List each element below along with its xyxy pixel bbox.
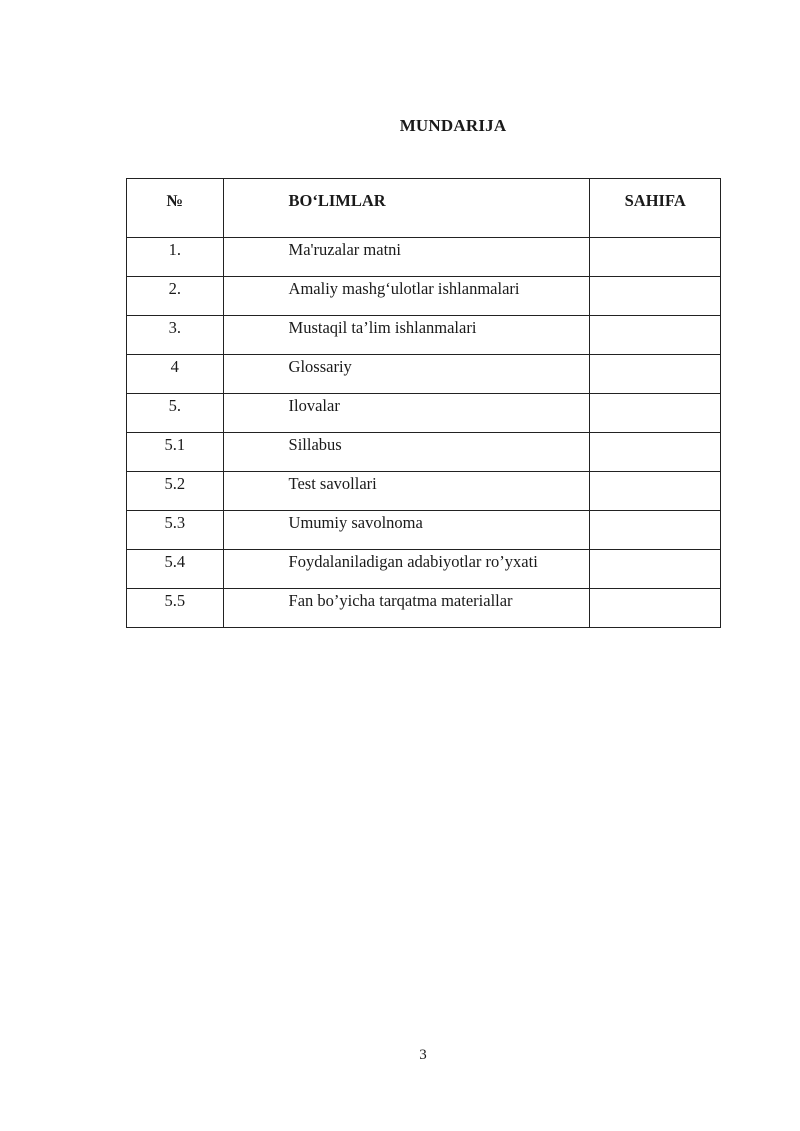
row-page bbox=[590, 277, 720, 279]
row-page-cell bbox=[590, 589, 721, 628]
row-section: Mustaqil ta’lim ishlanmalari bbox=[288, 318, 477, 337]
table-row bbox=[127, 589, 721, 628]
row-section: Foydalaniladigan adabiyotlar ro’yxati bbox=[288, 552, 538, 571]
row-page bbox=[590, 355, 720, 357]
table-row bbox=[127, 472, 721, 511]
table-header-row bbox=[127, 179, 721, 238]
row-section-cell bbox=[223, 316, 590, 355]
row-section-cell bbox=[223, 589, 590, 628]
row-section-cell bbox=[223, 238, 590, 277]
row-page bbox=[590, 316, 720, 318]
row-page bbox=[590, 433, 720, 435]
header-sections bbox=[223, 179, 590, 238]
row-page-cell bbox=[590, 433, 721, 472]
row-section: Umumiy savolnoma bbox=[288, 513, 423, 532]
table-row bbox=[127, 238, 721, 277]
row-number: 5.3 bbox=[164, 513, 186, 532]
row-section: Amaliy mashg‘ulotlar ishlanmalari bbox=[288, 279, 520, 298]
row-page bbox=[590, 550, 720, 552]
row-number: 1. bbox=[168, 240, 181, 259]
row-page bbox=[590, 511, 720, 513]
row-section-cell bbox=[223, 394, 590, 433]
row-page bbox=[590, 589, 720, 591]
row-number-cell bbox=[127, 550, 224, 589]
row-number-cell bbox=[127, 511, 224, 550]
contents-table bbox=[126, 178, 721, 628]
table-row bbox=[127, 355, 721, 394]
row-number-cell bbox=[127, 589, 224, 628]
row-number: 5.1 bbox=[164, 435, 186, 454]
header-page bbox=[590, 179, 721, 238]
table-row bbox=[127, 277, 721, 316]
row-page bbox=[590, 394, 720, 396]
row-page-cell bbox=[590, 550, 721, 589]
table-row bbox=[127, 433, 721, 472]
row-section: Test savollari bbox=[288, 474, 377, 493]
table-row bbox=[127, 394, 721, 433]
row-section: Sillabus bbox=[288, 435, 342, 454]
row-section-cell bbox=[223, 550, 590, 589]
row-number: 5.4 bbox=[164, 552, 186, 571]
row-page-cell bbox=[590, 277, 721, 316]
row-page-cell bbox=[590, 316, 721, 355]
row-number: 5. bbox=[168, 396, 181, 415]
row-section-cell bbox=[223, 472, 590, 511]
row-number-cell bbox=[127, 355, 224, 394]
table-row bbox=[127, 316, 721, 355]
row-number-cell bbox=[127, 394, 224, 433]
row-number: 2. bbox=[168, 279, 181, 298]
row-number: 4 bbox=[170, 357, 179, 376]
page-number: 3 bbox=[419, 1047, 427, 1063]
row-section: Glossariy bbox=[288, 357, 352, 376]
row-page-cell bbox=[590, 394, 721, 433]
table-row bbox=[127, 550, 721, 589]
row-number-cell bbox=[127, 433, 224, 472]
row-page-cell bbox=[590, 511, 721, 550]
row-number: 3. bbox=[168, 318, 181, 337]
row-section-cell bbox=[223, 355, 590, 394]
row-section: Ma'ruzalar matni bbox=[288, 240, 401, 259]
row-page bbox=[590, 472, 720, 474]
row-section-cell bbox=[223, 433, 590, 472]
header-number bbox=[127, 179, 224, 238]
row-page-cell bbox=[590, 238, 721, 277]
header-page-label: SAHIFA bbox=[624, 191, 686, 210]
row-page-cell bbox=[590, 355, 721, 394]
row-number-cell bbox=[127, 472, 224, 511]
row-section: Fan bo’yicha tarqatma materiallar bbox=[288, 591, 513, 610]
row-number-cell bbox=[127, 277, 224, 316]
row-section: Ilovalar bbox=[288, 396, 340, 415]
row-section-cell bbox=[223, 511, 590, 550]
row-page bbox=[590, 238, 720, 240]
table-row bbox=[127, 511, 721, 550]
row-number-cell bbox=[127, 238, 224, 277]
header-number-label: № bbox=[166, 191, 184, 210]
header-sections-label: BO‘LIMLAR bbox=[288, 191, 386, 210]
row-page-cell bbox=[590, 472, 721, 511]
row-section-cell bbox=[223, 277, 590, 316]
row-number: 5.2 bbox=[164, 474, 186, 493]
page-title: MUNDARIJA bbox=[399, 116, 507, 135]
row-number: 5.5 bbox=[164, 591, 186, 610]
row-number-cell bbox=[127, 316, 224, 355]
